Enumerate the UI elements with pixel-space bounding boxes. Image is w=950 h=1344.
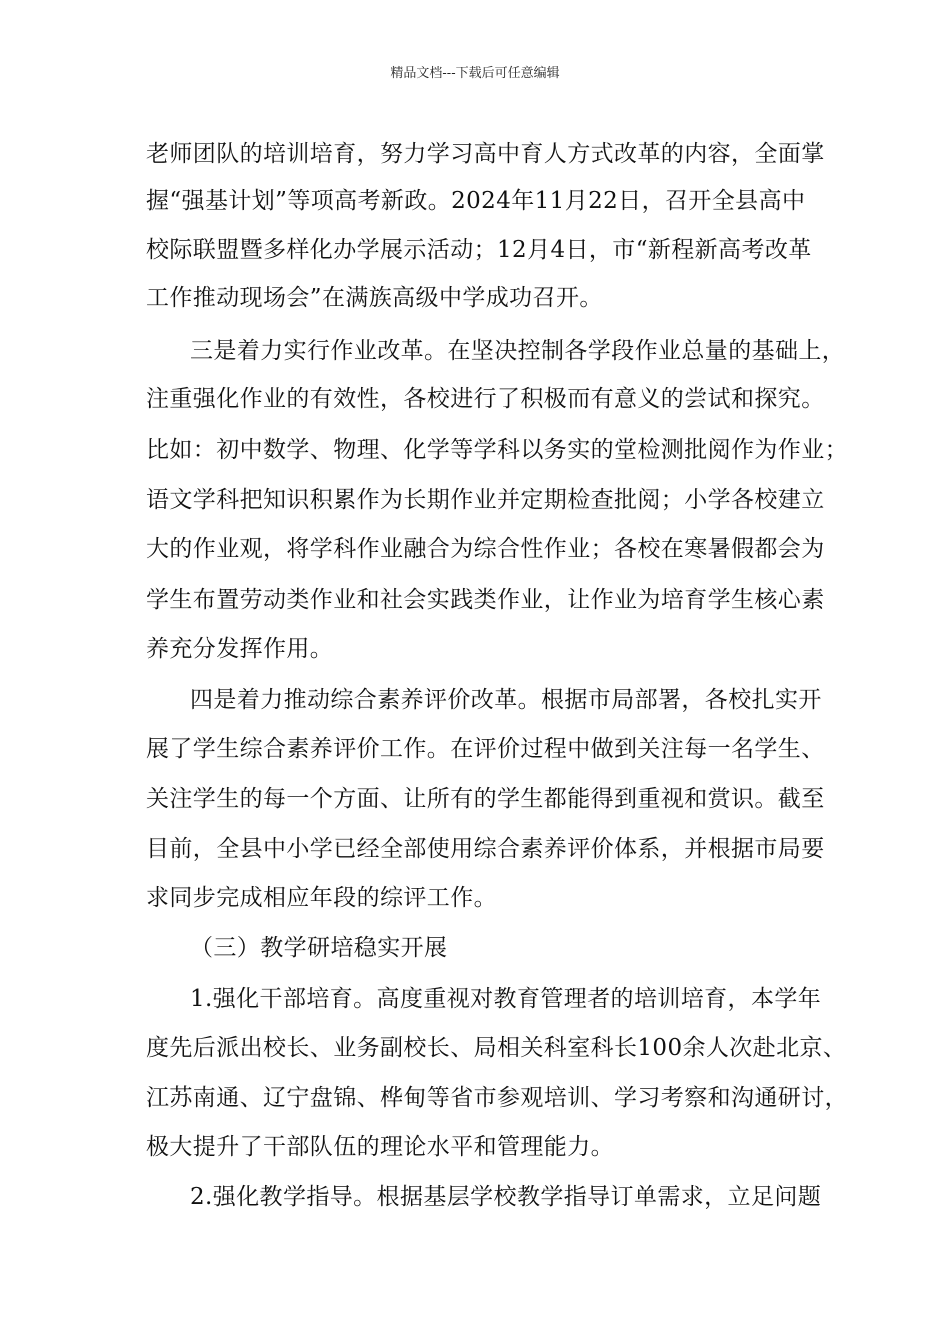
section-heading: （三）教学研培稳实开展 — [190, 935, 448, 961]
text-line: 注重强化作业的有效性，各校进行了积极而有意义的尝试和探究。 — [146, 386, 825, 412]
text-line: 养充分发挥作用。 — [146, 636, 334, 662]
text-line: 度先后派出校长、业务副校长、局相关科室科长100余人次赴北京、 — [146, 1035, 847, 1061]
text-line: 学生布置劳动类作业和社会实践类作业，让作业为培育学生核心素 — [146, 587, 825, 613]
text-line: 工作推动现场会”在满族高级中学成功召开。 — [146, 285, 603, 311]
text-line: 大的作业观，将学科作业融合为综合性作业；各校在寒暑假都会为 — [146, 536, 825, 562]
text-line: 展了学生综合素养评价工作。在评价过程中做到关注每一名学生、 — [146, 736, 825, 762]
text-line: 江苏南通、辽宁盘锦、桦甸等省市参观培训、学习考察和沟通研讨， — [146, 1085, 848, 1111]
text-line: 关注学生的每一个方面、让所有的学生都能得到重视和赏识。截至 — [146, 786, 825, 812]
text-line: 语文学科把知识积累作为长期作业并定期检查批阅；小学各校建立 — [146, 487, 825, 513]
text-line: 老师团队的培训培育，努力学习高中育人方式改革的内容，全面掌 — [146, 141, 825, 167]
paragraph-first-line: 1.强化干部培育。高度重视对教育管理者的培训培育，本学年 — [190, 986, 822, 1012]
paragraph-first-line: 2.强化教学指导。根据基层学校教学指导订单需求，立足问题 — [190, 1184, 822, 1210]
text-line: 目前，全县中小学已经全部使用综合素养评价体系，并根据市局要 — [146, 836, 825, 862]
text-line: 极大提升了干部队伍的理论水平和管理能力。 — [146, 1134, 614, 1160]
text-line: 求同步完成相应年段的综评工作。 — [146, 885, 497, 911]
page-header: 精品文档---下载后可任意编辑 — [390, 66, 560, 81]
text-line: 比如：初中数学、物理、化学等学科以务实的堂检测批阅作为作业； — [146, 437, 848, 463]
paragraph-first-line: 三是着力实行作业改革。在坚决控制各学段作业总量的基础上， — [190, 338, 846, 364]
paragraph-first-line: 四是着力推动综合素养评价改革。根据市局部署，各校扎实开 — [190, 687, 822, 713]
text-line: 校际联盟暨多样化办学展示活动；12月4日，市“新程新高考改革 — [146, 237, 812, 263]
text-line: 握“强基计划”等项高考新政。2024年11月22日，召开全县高中 — [146, 188, 806, 214]
